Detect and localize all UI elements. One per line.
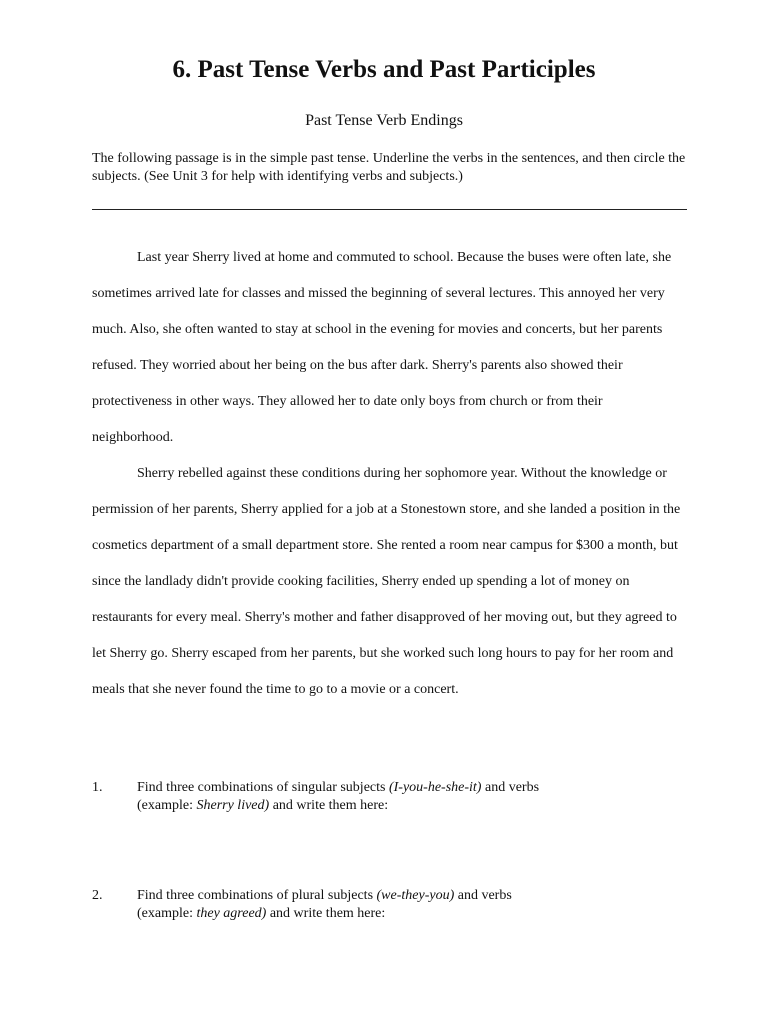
question-1-line-1 — [137, 779, 692, 797]
question-2-text: Find three combinations of plural subjects — [137, 888, 377, 903]
passage-paragraph-2: Sherry rebelled against these conditions during her sophomore year. Without the knowledge or permission of her parents, Sherry applied for a job at a Stonestown store, and she landed a position in the cosmetics department of a small department store. She rented a room near campus for $300 a month, but since the landlady didn't provide cooking facilities, Sherry ended up spending a lot of money on restaurants for every meal. Sherry's mother and father disapproved of her moving out, but they agreed to let Sherry go. Sherry escaped from her parents, but she worked such long hours to pay for her room and meals that she never found the time to go to a movie or a concert. — [92, 466, 681, 697]
question-2-line-1 — [137, 887, 692, 905]
question-1-example-prefix: (example: — [137, 798, 197, 813]
question-1-text: Find three combinations of singular subjects — [137, 780, 389, 795]
question-2-number: 2. — [92, 888, 103, 903]
question-1-line-2 — [137, 797, 692, 815]
horizontal-divider — [92, 209, 687, 210]
reading-passage — [92, 240, 682, 708]
question-2 — [92, 887, 692, 923]
question-1-subjects: (I-you-he-she-it) — [388, 780, 482, 795]
page-title: 6. Past Tense Verbs and Past Participles — [172, 56, 596, 83]
section-subtitle: Past Tense Verb Endings — [305, 112, 463, 129]
question-2-text-after: and verbs — [454, 888, 512, 903]
question-2-line-2 — [137, 905, 692, 923]
question-1-example-suffix: and write them here: — [269, 798, 389, 813]
question-2-example-prefix: (example: — [137, 906, 197, 921]
question-1-body — [137, 779, 692, 815]
question-1-example: Sherry lived) — [196, 798, 270, 813]
question-1 — [92, 779, 692, 815]
question-1-number: 1. — [92, 780, 103, 795]
passage-paragraph-1: Last year Sherry lived at home and commuted to school. Because the buses were often late, she sometimes arrived late for classes and missed the beginning of several lectures. This annoyed her very much. Also, she often wanted to stay at school in the evening for movies and concerts, but her parents refused. They worried about her being on the bus after dark. Sherry's parents also showed their protectiveness in other ways. They allowed her to date only boys from church or from their neighborhood. — [92, 250, 672, 445]
question-1-text-after: and verbs — [481, 780, 540, 795]
question-2-example-suffix: and write them here: — [266, 906, 386, 921]
instructions-text: The following passage is in the simple past tense. Underline the verbs in the sentences, and then circle the subjects. (See Unit 3 for help with identifying verbs and subjects.) — [92, 151, 686, 184]
question-2-body — [137, 887, 692, 923]
question-2-subjects: (we-they-you) — [376, 888, 455, 903]
question-2-example: they agreed) — [196, 906, 267, 921]
